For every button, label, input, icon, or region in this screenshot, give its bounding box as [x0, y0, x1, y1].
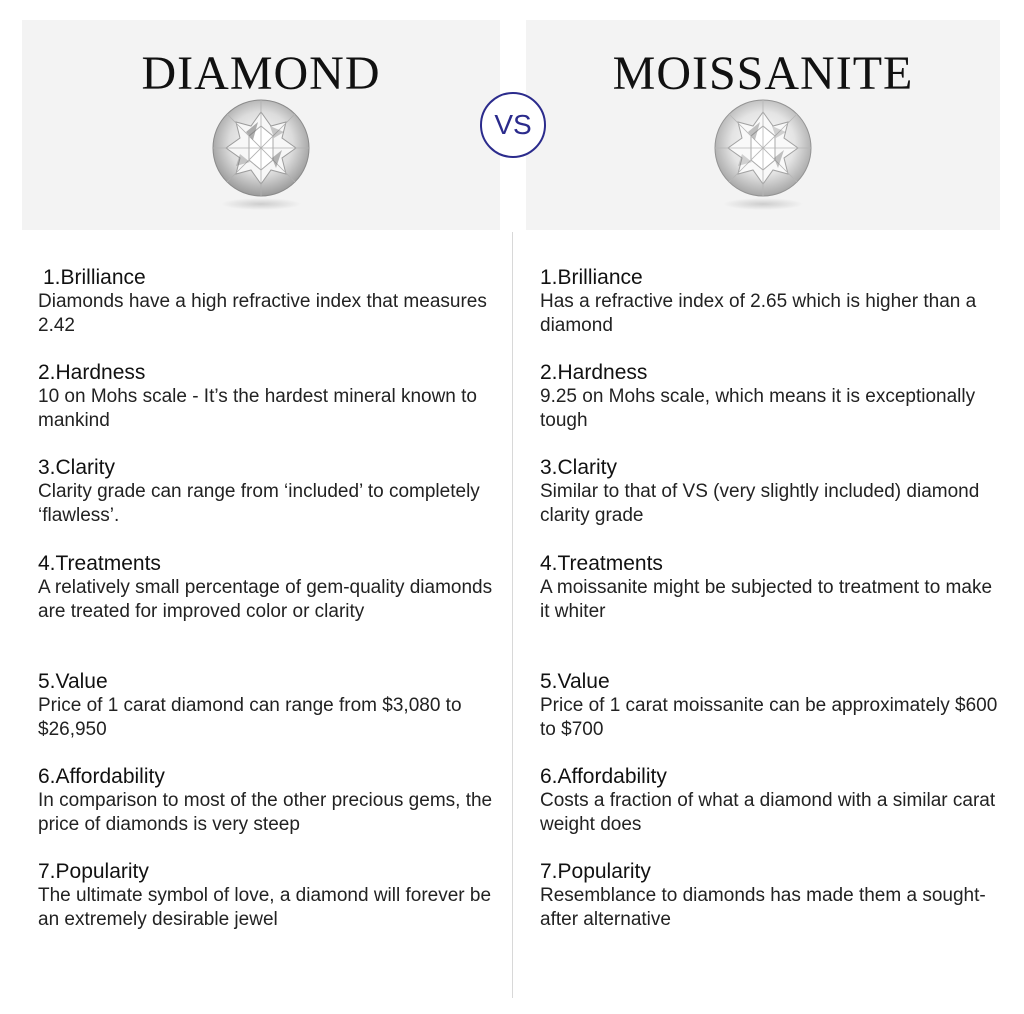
moissanite-header-panel — [526, 20, 1000, 230]
diamond-feature-treatments — [38, 552, 498, 624]
feature-title: 7.Popularity — [38, 860, 149, 883]
feature-description: Clarity grade can range from ‘included’ to completely ‘flawless’. — [38, 481, 480, 526]
moissanite-title: MOISSANITE — [612, 47, 914, 100]
feature-description: Has a refractive index of 2.65 which is higher than a diamond — [540, 291, 977, 336]
feature-title: 1.Brilliance — [43, 266, 146, 289]
feature-description: 9.25 on Mohs scale, which means it is exceptionally tough — [540, 386, 976, 431]
moissanite-feature-affordability — [540, 765, 1000, 837]
feature-title: 5.Value — [540, 670, 610, 693]
feature-title: 3.Clarity — [38, 456, 116, 479]
moissanite-feature-clarity — [540, 456, 1000, 528]
feature-description: A relatively small percentage of gem-quality diamonds are treated for improved color or clarity — [38, 577, 493, 622]
diamond-header-panel — [22, 20, 500, 230]
diamond-title: DIAMOND — [141, 47, 381, 100]
feature-description: A moissanite might be subjected to treatment to make it whiter — [540, 577, 993, 622]
vs-badge: VS — [480, 92, 546, 158]
feature-title: 7.Popularity — [540, 860, 651, 883]
feature-description: Diamonds have a high refractive index that measures 2.42 — [38, 291, 487, 336]
feature-title: 3.Clarity — [540, 456, 618, 479]
moissanite-feature-treatments — [540, 552, 1000, 624]
moissanite-feature-hardness — [540, 361, 1000, 433]
feature-description: 10 on Mohs scale - It’s the hardest mineral known to mankind — [38, 386, 477, 431]
moissanite-feature-popularity — [540, 860, 1000, 932]
feature-description: The ultimate symbol of love, a diamond will forever be an extremely desirable jewel — [38, 885, 492, 930]
feature-title: 4.Treatments — [38, 552, 161, 575]
diamond-gem-icon — [206, 92, 316, 212]
diamond-feature-clarity — [38, 456, 498, 528]
feature-description: In comparison to most of the other precious gems, the price of diamonds is very steep — [38, 790, 493, 835]
diamond-feature-popularity — [38, 860, 498, 932]
diamond-feature-affordability — [38, 765, 498, 837]
feature-title: 5.Value — [38, 670, 108, 693]
feature-description: Resemblance to diamonds has made them a sought-after alternative — [540, 885, 986, 930]
feature-title: 4.Treatments — [540, 552, 663, 575]
feature-description: Costs a fraction of what a diamond with a similar carat weight does — [540, 790, 996, 835]
feature-title: 6.Affordability — [38, 765, 165, 788]
feature-description: Similar to that of VS (very slightly included) diamond clarity grade — [540, 481, 980, 526]
feature-title: 2.Hardness — [38, 361, 146, 384]
diamond-feature-value — [38, 670, 498, 742]
diamond-feature-hardness — [38, 361, 498, 433]
feature-title: 1.Brilliance — [540, 266, 643, 289]
moissanite-gem-icon — [708, 92, 818, 212]
feature-description: Price of 1 carat diamond can range from $3,080 to $26,950 — [38, 695, 462, 740]
feature-title: 2.Hardness — [540, 361, 648, 384]
feature-description: Price of 1 carat moissanite can be approximately $600 to $700 — [540, 695, 998, 740]
column-divider — [512, 232, 513, 998]
moissanite-feature-brilliance — [540, 266, 1000, 338]
diamond-feature-brilliance — [38, 266, 498, 338]
moissanite-feature-value — [540, 670, 1000, 742]
feature-title: 6.Affordability — [540, 765, 667, 788]
